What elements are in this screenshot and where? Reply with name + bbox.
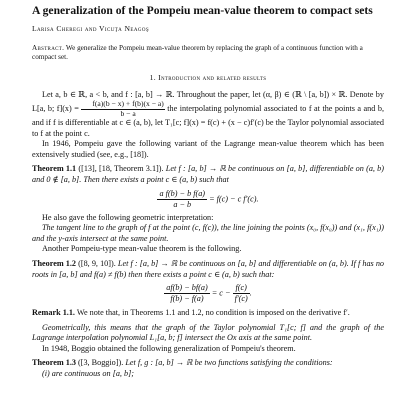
- geometric-meaning: Geometrically, this means that the graph of the Taylor polynomial T₁[c; f] and the graph of the Lagrange interpolation polynomial L₁[a, b; f] intersect the Ox axis at the same point.: [32, 322, 384, 343]
- theorem-1-2-den-2: f′(c): [234, 294, 248, 304]
- paper-authors: Larisa Cheregi and Vicuţa Neagoş: [32, 24, 150, 34]
- remark-1-1-text: We note that, in Theorems 1.1 and 1.2, no condition is imposed on the derivative f′.: [74, 308, 350, 318]
- theorem-1-3: [32, 358, 384, 369]
- theorem-1-2-den: f(b) − f(a): [170, 294, 204, 304]
- theorem-1-2-num: af(b) − bf(a): [166, 283, 208, 293]
- remark-1-1-head: Remark 1.1.: [32, 308, 75, 318]
- theorem-1-1-num: a f(b) − b f(a): [159, 188, 206, 198]
- theorem-1-1: [32, 164, 384, 185]
- boggio-intro: In 1948, Boggio obtained the following generalization of Pompeiu's theorem.: [42, 343, 296, 353]
- interp-fraction: [81, 100, 164, 118]
- theorem-1-2-cite: ([8, 9, 10]).: [76, 258, 116, 268]
- theorem-1-1-text: Let f : [a, b] → ℝ be continuous on [a, b], differentiable on (a, b) and 0 ∉ [a, b]. Then there exists a point c ∈ (a, b) such that: [32, 164, 384, 184]
- abstract-heading: Abstract.: [32, 43, 65, 52]
- theorem-1-1-fraction: [157, 189, 207, 210]
- theorem-1-3-text: Let f, g : [a, b] → ℝ be two functions satisfying the conditions:: [123, 358, 333, 368]
- theorem-1-2-text: Let f : [a, b] → ℝ be continuous on [a, b] and differentiable on (a, b). If f has no roots in [a, b] and f(a) ≠ f(b) then there exists a point c ∈ (a, b) such that:: [32, 258, 385, 279]
- section-title: 1. Introduction and related results: [149, 72, 267, 82]
- intro-p1-b: the interpolating polynomial associated to f at the points a and b, and if f is differentiable at c ∈ (a, b), let T₁[c; f](x) = f(c) + (x − c)f′(c) be the Taylor polynomial associated to f at the point c.: [32, 103, 384, 138]
- theorem-1-2-num-2: f(c): [233, 283, 250, 294]
- theorem-1-3-item-i: (i) are continuous on [a, b];: [42, 369, 135, 379]
- abstract: [32, 44, 384, 63]
- interp-fraction-den: b − a: [120, 108, 136, 118]
- theorem-1-1-cite: ([13], [18, Theorem 3.1]).: [76, 164, 164, 174]
- abstract-text: We generalize the Pompeiu mean-value theorem by replacing the graph of a continuous function with a compact set.: [32, 43, 363, 62]
- interp-fraction-num: f(a)(b − x) + f(b)(x − a): [81, 100, 164, 109]
- theorem-1-1-den: a − b: [173, 199, 192, 209]
- theorem-1-2-equation: [32, 283, 384, 304]
- intro-paragraph-1: [32, 90, 384, 140]
- theorem-1-2-fraction-2: [233, 283, 250, 304]
- intro-p1-a: Let a, b ∈ ℝ, a < b, and f : [a, b] → ℝ. Throughout the paper, let (α, β) ∈ (ℝ \ [a, b]) × ℝ. Denote by L[a, b; f](x) =: [32, 89, 384, 113]
- intro-paragraph-2: In 1946, Pompeiu gave the following variant of the Lagrange mean-value theorem which has been extensively studied (see, e.g., [18]).: [32, 139, 384, 159]
- interpretation-text: The tangent line to the graph of f at the point (c, f(c)), the line joining the points (x₀, f(x₀)) and (x₁, f(x₁)) and the y-axis intersect at the same point.: [32, 223, 384, 243]
- remark-1-1: [32, 308, 384, 319]
- theorem-1-2-fraction-1: [164, 283, 209, 304]
- theorem-1-3-head: Theorem 1.3: [32, 358, 76, 368]
- theorem-1-1-rhs: = f(c) − c f′(c).: [207, 193, 259, 203]
- theorem-1-1-head: Theorem 1.1: [32, 164, 77, 174]
- theorem-1-2-mid: = c −: [209, 288, 233, 298]
- paper-title: A generalization of the Pompeiu mean-value theorem to compact sets: [32, 4, 373, 17]
- theorem-1-1-equation: [32, 189, 384, 210]
- interpretation-intro: He also gave the following geometric interpretation:: [42, 212, 214, 222]
- theorem-1-2-end: .: [249, 288, 252, 298]
- theorem-1-2-head: Theorem 1.2: [32, 258, 77, 268]
- another-theorem-intro: Another Pompeiu-type mean-value theorem is the following.: [42, 244, 242, 254]
- theorem-1-2: [32, 259, 384, 280]
- theorem-1-3-cite: ([3, Boggio]).: [75, 358, 124, 368]
